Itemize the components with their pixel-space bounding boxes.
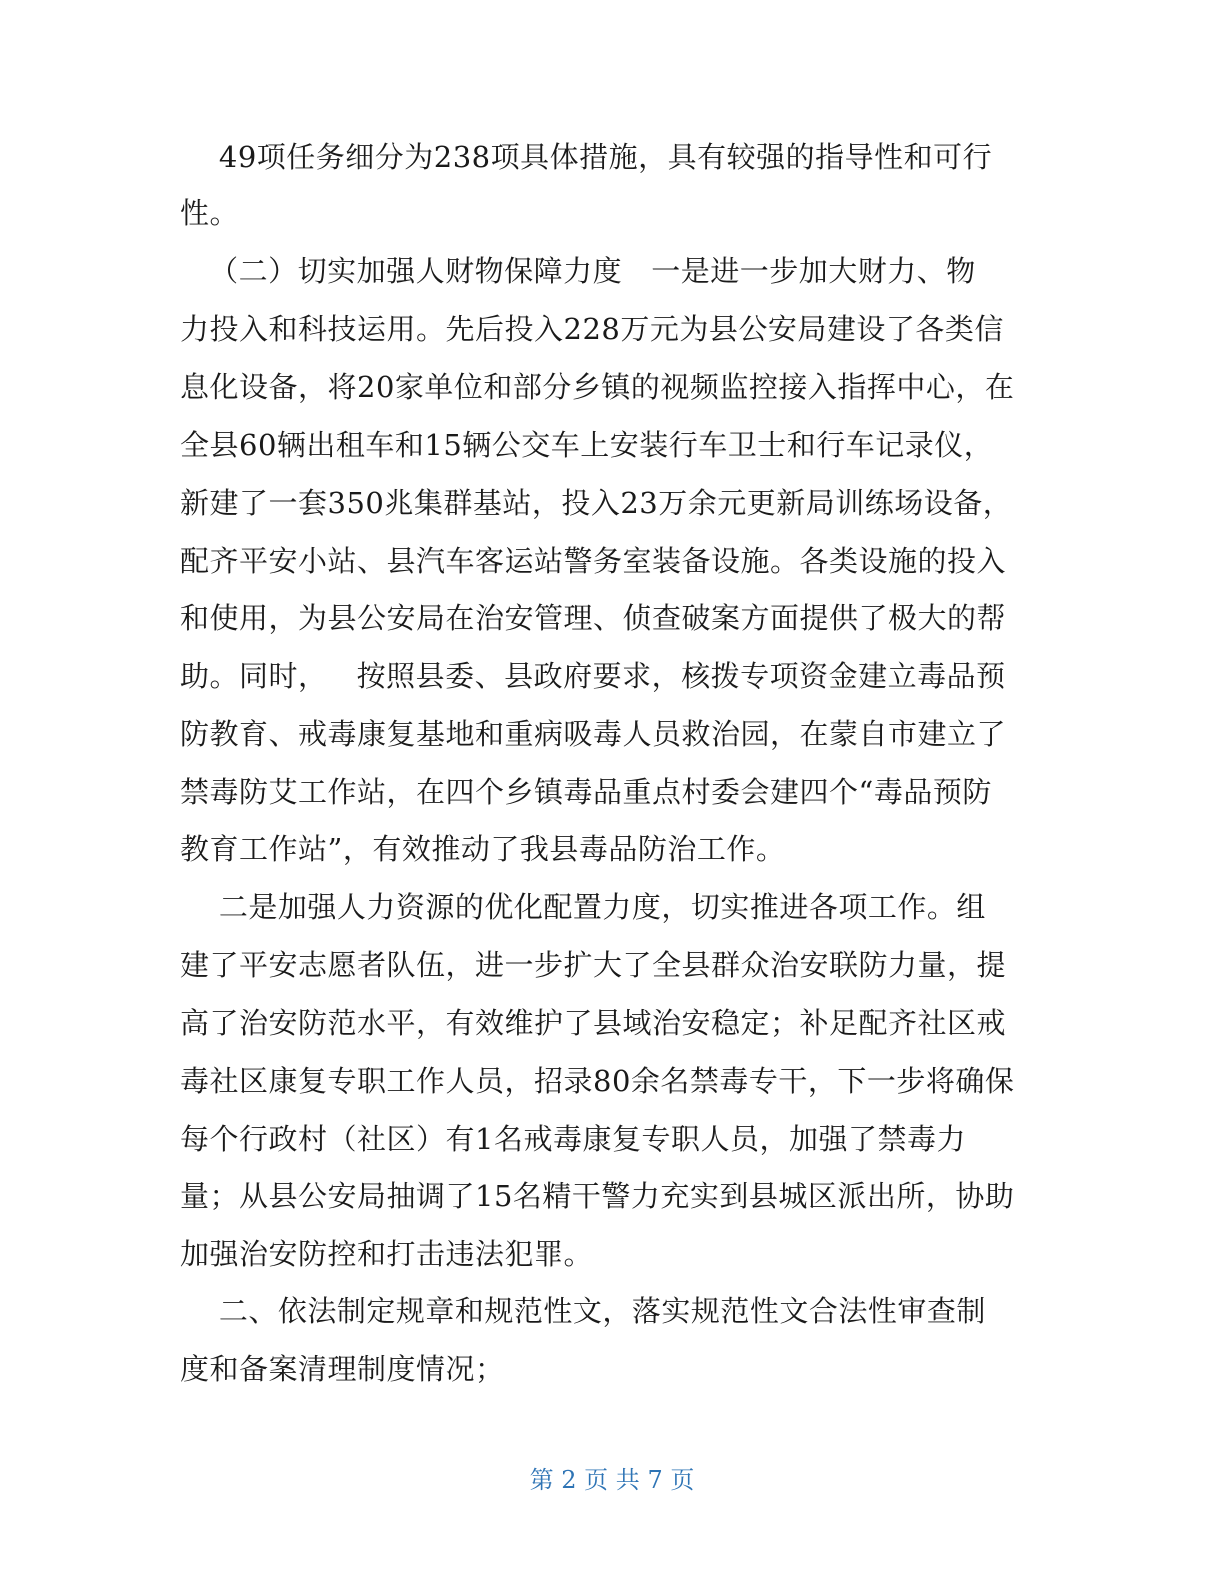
section-heading-line: 二、依法制定规章和规范性文，落实规范性文合法性审查制 <box>180 1294 986 1328</box>
text-line: 力投入和科技运用。先后投入228万元为县公安局建设了各类信 <box>180 312 1004 346</box>
text-line: 教育工作站”，有效推动了我县毒品防治工作。 <box>180 832 786 866</box>
text-line: 息化设备，将20家单位和部分乡镇的视频监控接入指挥中心，在 <box>180 370 1015 404</box>
page-number: 第 2 页 共 7 页 <box>529 1466 695 1494</box>
text-line: 49项任务细分为238项具体措施，具有较强的指导性和可行 <box>180 140 993 174</box>
text-line: 助。同时， 按照县委、县政府要求，核拨专项资金建立毒品预 <box>180 659 1006 693</box>
text-line: 新建了一套350兆集群基站，投入23万余元更新局训练场设备， <box>180 486 1013 520</box>
text-line: 加强治安防控和打击违法犯罪。 <box>180 1237 594 1271</box>
text-line: 每个行政村（社区）有1名戒毒康复专职人员，加强了禁毒力 <box>180 1122 966 1156</box>
text-line: 量；从县公安局抽调了15名精干警力充实到县城区派出所，协助 <box>180 1179 1015 1213</box>
text-line: 全县60辆出租车和15辆公交车上安装行车卫士和行车记录仪， <box>180 428 994 462</box>
text-line: 建了平安志愿者队伍，进一步扩大了全县群众治安联防力量，提 <box>180 948 1007 982</box>
section-heading-line: （二）切实加强人财物保障力度 一是进一步加大财力、物 <box>180 254 976 288</box>
text-line: 性。 <box>180 196 240 230</box>
text-line: 二是加强人力资源的优化配置力度，切实推进各项工作。组 <box>180 890 986 924</box>
text-line: 高了治安防范水平，有效维护了县域治安稳定；补足配齐社区戒 <box>180 1006 1007 1040</box>
text-line: 毒社区康复专职工作人员，招录80余名禁毒专干，下一步将确保 <box>180 1064 1015 1098</box>
text-line: 度和备案清理制度情况； <box>180 1352 505 1386</box>
text-line: 和使用，为县公安局在治安管理、侦查破案方面提供了极大的帮 <box>180 601 1007 635</box>
text-line: 配齐平安小站、县汽车客运站警务室装备设施。各类设施的投入 <box>180 544 1007 578</box>
text-line: 防教育、戒毒康复基地和重病吸毒人员救治园，在蒙自市建立了 <box>180 717 1007 751</box>
text-line: 禁毒防艾工作站，在四个乡镇毒品重点村委会建四个“毒品预防 <box>180 775 992 809</box>
